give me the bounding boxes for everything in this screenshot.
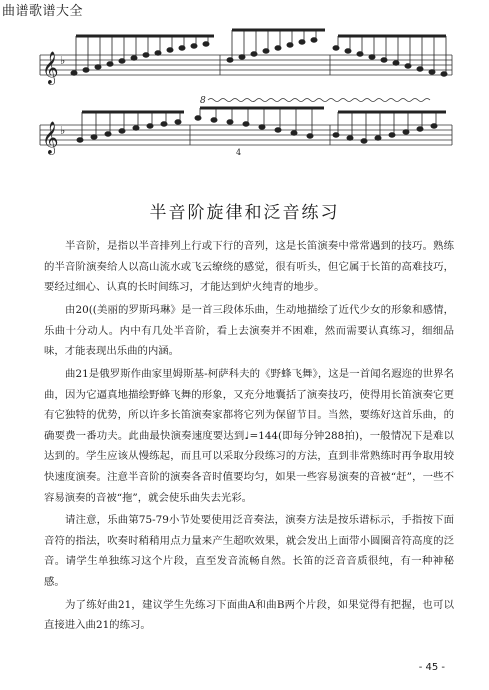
page-number: - 45 - xyxy=(418,662,445,673)
paragraph-2: 由20((美丽的罗斯玛琳》是一首三段体乐曲，生动地描绘了近代少女的形象和感情，乐曲十分动人。内中有几处半音阶，看上去演奏并不困难，然而需要认真练习，细细品味，才能表现出乐曲的内涵。 xyxy=(44,303,454,358)
flat-sign-2: ♭ xyxy=(60,124,66,137)
trill-line xyxy=(208,99,430,102)
notes-staff-2 xyxy=(77,108,446,143)
paragraph-5: 为了练好曲21，建议学生先练习下面曲A和曲B两个片段，如果觉得有把握，也可以直接进入曲21的练习。 xyxy=(44,598,454,632)
body-text xyxy=(44,236,454,638)
notes-staff-1 xyxy=(71,30,447,76)
music-score xyxy=(0,0,489,190)
paragraph-1: 半音阶，是指以半音排列上行或下行的音列，这是长笛演奏中常常遇到的技巧。熟练的半音阶演奏给人以高山流水或飞云缭绕的感觉，很有听头，但它属于长笛的高难技巧，要经过细心、认真的长时间练习，才能达到炉火纯青的地步。 xyxy=(44,240,454,294)
staff-1 xyxy=(40,55,452,75)
paragraph-3: 曲21是俄罗斯作曲家里姆斯基-柯萨科夫的《野蜂飞舞》，这是一首闻名遐迩的世界名曲，因为它逼真地描绘野蜂飞舞的形象，又充分地囊括了演奏技巧，使得用长笛演奏它更有它独特的优势，所以许多长笛演奏家都将它列为保留节目。当然，要练好这首乐曲，的确要费一番功夫。此曲最快演奏速度要达到♩=144(即每分钟288拍)，一般情况下是难以达到的。学生应该从慢练起，而且可以采取分段练习的方法，直到非常熟练时再争取用较快速度演奏。注意半音阶的演奏各音时值要均匀，如果一些容易演奏的音被“赶”，一些不容易演奏的音被“拖”，就会使乐曲失去光彩。 xyxy=(44,367,454,504)
fingering-annotation: 4 xyxy=(236,148,242,157)
tempo-mark: 8 xyxy=(200,96,206,106)
paragraph-4: 请注意，乐曲第75-79小节处要使用泛音奏法，演奏方法是按乐谱标示，手指按下面音符的指法，吹奏时稍稍用点力量来产生超吹效果，就会发出上面带小圆圈音符高度的泛音。请学生单独练习这个片段，直至发音流畅自然。长笛的泛音音质很纯，有一种神秘感。 xyxy=(44,514,454,589)
flat-sign-1: ♭ xyxy=(60,54,66,67)
section-title: 半音阶旋律和泛音练习 xyxy=(149,203,340,223)
treble-clef-2: 𝄞 xyxy=(42,121,59,154)
treble-clef-1: 𝄞 xyxy=(42,51,59,84)
watermark-text: 曲谱歌谱大全 xyxy=(2,4,84,19)
